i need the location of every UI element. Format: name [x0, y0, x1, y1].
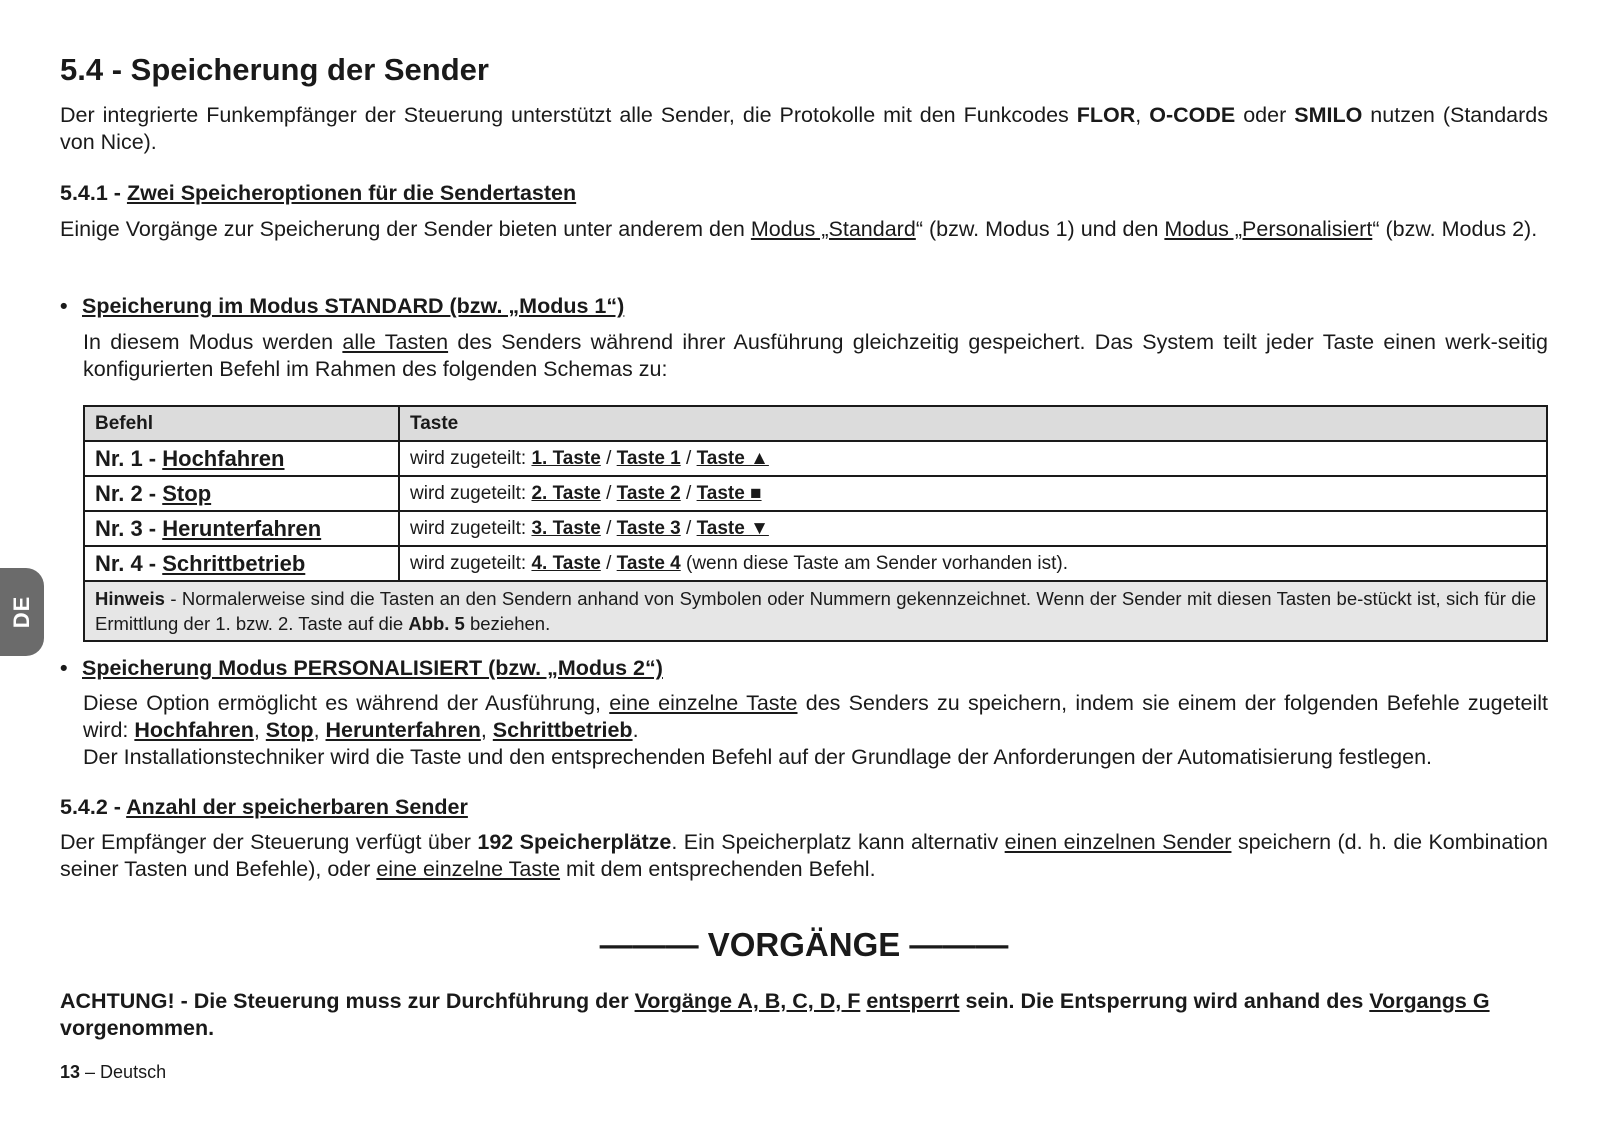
s542-paragraph: Der Empfänger der Steuerung verfügt über 192 Speicherplätze. Ein Speicherplatz kann alternativ einen einzelnen Sender speichern (d. h. die Kombination seiner Tasten und Befehle), oder eine einzelne Taste mit dem entsprechenden Befehl.	[60, 830, 1548, 881]
protocol-smilo: SMILO	[1294, 103, 1363, 127]
command-cell: Nr. 3 - Herunterfahren	[84, 511, 399, 546]
command-cell: Nr. 1 - Hochfahren	[84, 441, 399, 476]
command-cell: Nr. 4 - Schrittbetrieb	[84, 546, 399, 581]
mode-personalized-ref: Modus „Personalisiert	[1164, 217, 1373, 241]
language-tab-label: DE	[9, 595, 34, 629]
table-header-row	[84, 406, 1547, 441]
mode1-paragraph: In diesem Modus werden alle Tasten des Senders während ihrer Ausführung gleichzeitig gespeichert. Das System teilt jeder Taste einen werk-seitig konfigurierten Befehl im Rahmen des folgenden Schemas zu:	[83, 330, 1548, 381]
table-row	[84, 441, 1547, 476]
page-title: 5.4 - Speicherung der Sender	[60, 52, 489, 87]
intro-paragraph: Der integrierte Funkempfänger der Steuerung unterstützt alle Sender, die Protokolle mit den Funkcodes FLOR, O-CODE oder SMILO nutzen (Standards von Nice).	[60, 103, 1548, 154]
protocol-flor: FLOR	[1076, 103, 1136, 127]
mode1-heading: • Speicherung im Modus STANDARD (bzw. „Modus 1“)	[60, 294, 625, 318]
stop-square-key: Taste ■	[696, 482, 762, 504]
s541-paragraph: Einige Vorgänge zur Speicherung der Sender bieten unter anderem den Modus „Standard“ (bzw. Modus 1) und den Modus „Personalisiert“ (bzw. Modus 2).	[60, 217, 1538, 241]
down-arrow-key: Taste ▼	[696, 517, 769, 539]
protocol-ocode: O-CODE	[1149, 103, 1236, 127]
section-title-vorgaenge: ——— VORGÄNGE ———	[599, 926, 1009, 963]
table-row	[84, 476, 1547, 511]
assignment-cell: wird zugeteilt: 4. Taste / Taste 4 (wenn diese Taste am Sender vorhanden ist).	[399, 546, 1547, 581]
warning-notice: ACHTUNG! - Die Steuerung muss zur Durchführung der Vorgänge A, B, C, D, F entsperrt sein. Die Entsperrung wird anhand des Vorgangs G vorgenommen.	[60, 989, 1490, 1040]
page-number: 13	[60, 1062, 81, 1082]
table-row	[84, 511, 1547, 546]
header-key: Taste	[399, 406, 1547, 441]
assignment-cell: wird zugeteilt: 3. Taste / Taste 3 / Taste ▼	[399, 511, 1547, 546]
table-row	[84, 546, 1547, 581]
heading-5-4-2: 5.4.2 - Anzahl der speicherbaren Sender	[60, 795, 468, 819]
mode-standard-ref: Modus „Standard	[750, 217, 916, 241]
command-table	[83, 405, 1548, 642]
heading-5-4-1: 5.4.1 - Zwei Speicheroptionen für die Sendertasten	[60, 181, 577, 205]
table-note: Hinweis - Normalerweise sind die Tasten an den Sendern anhand von Symbolen oder Nummern gekennzeichnet. Wenn der Sender mit diesen Tasten be-stückt ist, sich für die Ermittlung der 1. bzw. 2. Taste auf die Abb. 5 beziehen.	[84, 581, 1547, 641]
up-arrow-key: Taste ▲	[696, 447, 769, 469]
mode2-paragraph: Diese Option ermöglicht es während der Ausführung, eine einzelne Taste des Senders zu speichern, indem sie einem der folgenden Befehle zugeteilt wird: Hochfahren, Stop, Herunterfahren, Schrittbetrieb. Der Installationstechniker wird die Taste und den entsprechenden Befehl auf der Grundlage der Anforderungen der Automatisierung festlegen.	[83, 691, 1549, 769]
table-note-row	[84, 581, 1547, 641]
page-footer: 13 – Deutsch	[60, 1062, 167, 1082]
header-command: Befehl	[84, 406, 399, 441]
assignment-cell: wird zugeteilt: 1. Taste / Taste 1 / Taste ▲	[399, 441, 1547, 476]
language-tab	[0, 568, 44, 656]
command-cell: Nr. 2 - Stop	[84, 476, 399, 511]
mode2-heading: • Speicherung Modus PERSONALISIERT (bzw. „Modus 2“)	[60, 656, 663, 680]
assignment-cell: wird zugeteilt: 2. Taste / Taste 2 / Taste ■	[399, 476, 1547, 511]
